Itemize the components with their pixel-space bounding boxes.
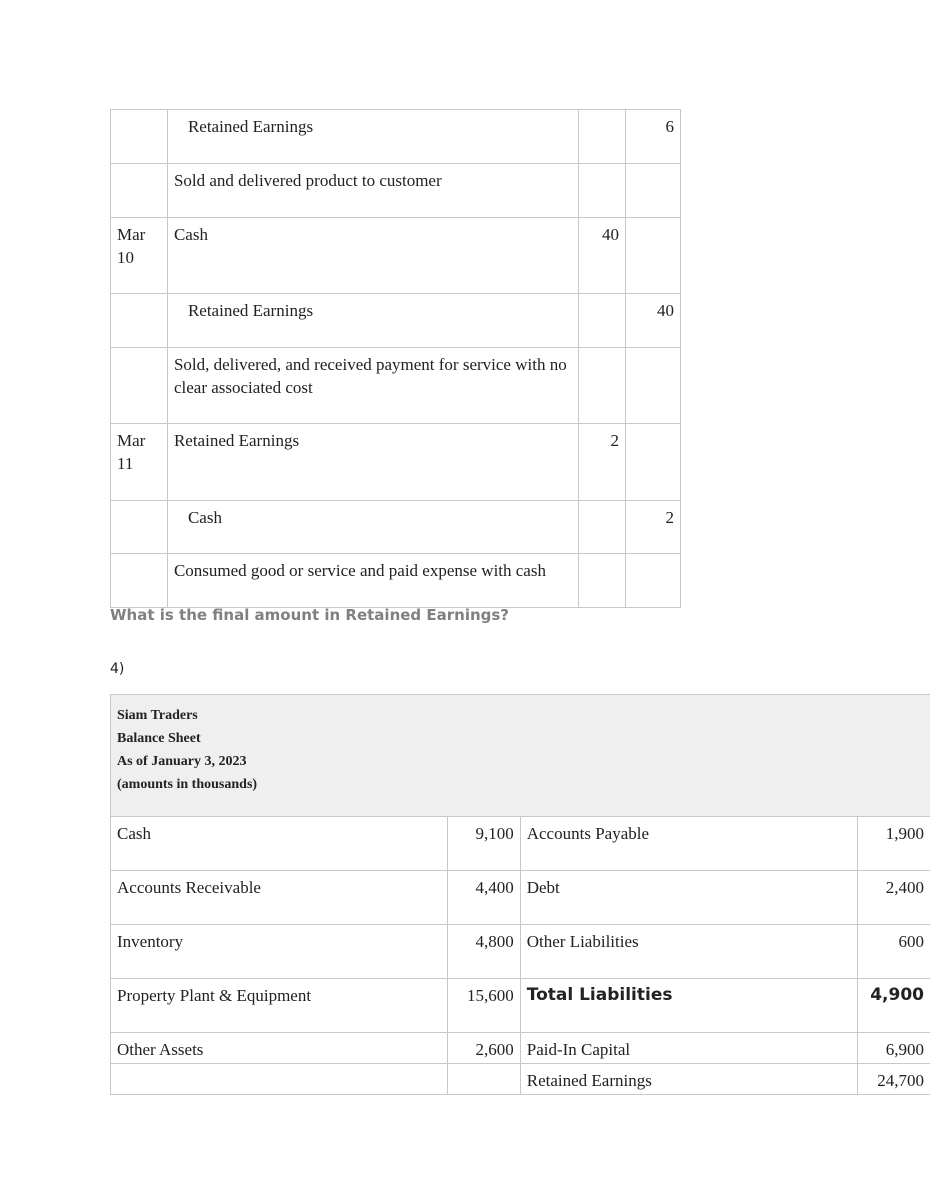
liability-value: 24,700	[857, 1064, 930, 1095]
date-cell	[111, 164, 168, 218]
credit-cell: 40	[626, 294, 681, 348]
asset-value: 2,600	[447, 1033, 520, 1064]
table-row	[111, 554, 681, 608]
liability-value: 2,400	[857, 871, 930, 925]
balance-sheet-header-row	[111, 695, 930, 817]
table-row	[111, 110, 681, 164]
description-cell: Retained Earnings	[167, 294, 578, 348]
debit-cell: 2	[579, 424, 626, 501]
date-cell	[111, 348, 168, 424]
table-row	[111, 424, 681, 501]
liability-label: Other Liabilities	[520, 925, 857, 979]
statement-date: As of January 3, 2023	[117, 754, 247, 769]
date-cell: Mar 11	[111, 424, 168, 501]
total-liabilities-value: 4,900	[857, 979, 930, 1033]
asset-value: 4,400	[447, 871, 520, 925]
liability-label: Debt	[520, 871, 857, 925]
description-cell: Retained Earnings	[167, 110, 578, 164]
table-row	[111, 294, 681, 348]
description-cell: Retained Earnings	[167, 424, 578, 501]
credit-cell	[626, 218, 681, 294]
journal-entries-table	[110, 109, 681, 608]
table-row	[111, 871, 930, 925]
date-cell	[111, 294, 168, 348]
description-cell: Sold, delivered, and received payment for service with no clear associated cost	[167, 348, 578, 424]
asset-value: 15,600	[447, 979, 520, 1033]
asset-label: Other Assets	[111, 1033, 448, 1064]
credit-cell	[626, 164, 681, 218]
credit-cell: 2	[626, 501, 681, 554]
asset-value: 9,100	[447, 817, 520, 871]
asset-label: Cash	[111, 817, 448, 871]
credit-cell	[626, 554, 681, 608]
asset-label: Inventory	[111, 925, 448, 979]
liability-label: Retained Earnings	[520, 1064, 857, 1095]
description-cell: Cash	[167, 501, 578, 554]
table-row	[111, 164, 681, 218]
total-liabilities-label: Total Liabilities	[520, 979, 857, 1033]
table-row	[111, 218, 681, 294]
description-cell: Cash	[167, 218, 578, 294]
table-row	[111, 501, 681, 554]
asset-value	[447, 1064, 520, 1095]
date-cell	[111, 501, 168, 554]
debit-cell	[579, 501, 626, 554]
debit-cell	[579, 294, 626, 348]
table-row	[111, 925, 930, 979]
statement-title: Balance Sheet	[117, 731, 201, 746]
balance-sheet-header	[111, 695, 930, 817]
table-row	[111, 1033, 930, 1064]
table-row	[111, 979, 930, 1033]
company-name: Siam Traders	[117, 708, 198, 723]
liability-value: 6,900	[857, 1033, 930, 1064]
table-row	[111, 1064, 930, 1095]
asset-label: Accounts Receivable	[111, 871, 448, 925]
debit-cell	[579, 110, 626, 164]
table-row	[111, 348, 681, 424]
balance-sheet-table	[110, 694, 930, 1095]
debit-cell: 40	[579, 218, 626, 294]
credit-cell	[626, 348, 681, 424]
description-cell: Consumed good or service and paid expense with cash	[167, 554, 578, 608]
table-row	[111, 817, 930, 871]
credit-cell	[626, 424, 681, 501]
date-cell	[111, 554, 168, 608]
asset-value: 4,800	[447, 925, 520, 979]
liability-label: Paid-In Capital	[520, 1033, 857, 1064]
debit-cell	[579, 554, 626, 608]
description-cell: Sold and delivered product to customer	[167, 164, 578, 218]
asset-label	[111, 1064, 448, 1095]
liability-value: 1,900	[857, 817, 930, 871]
asset-label: Property Plant & Equipment	[111, 979, 448, 1033]
date-cell	[111, 110, 168, 164]
debit-cell	[579, 164, 626, 218]
statement-units: (amounts in thousands)	[117, 777, 258, 792]
liability-label: Accounts Payable	[520, 817, 857, 871]
date-cell: Mar 10	[111, 218, 168, 294]
credit-cell: 6	[626, 110, 681, 164]
question-text: What is the final amount in Retained Earnings?	[110, 606, 510, 624]
debit-cell	[579, 348, 626, 424]
question-number: 4)	[110, 661, 125, 677]
liability-value: 600	[857, 925, 930, 979]
